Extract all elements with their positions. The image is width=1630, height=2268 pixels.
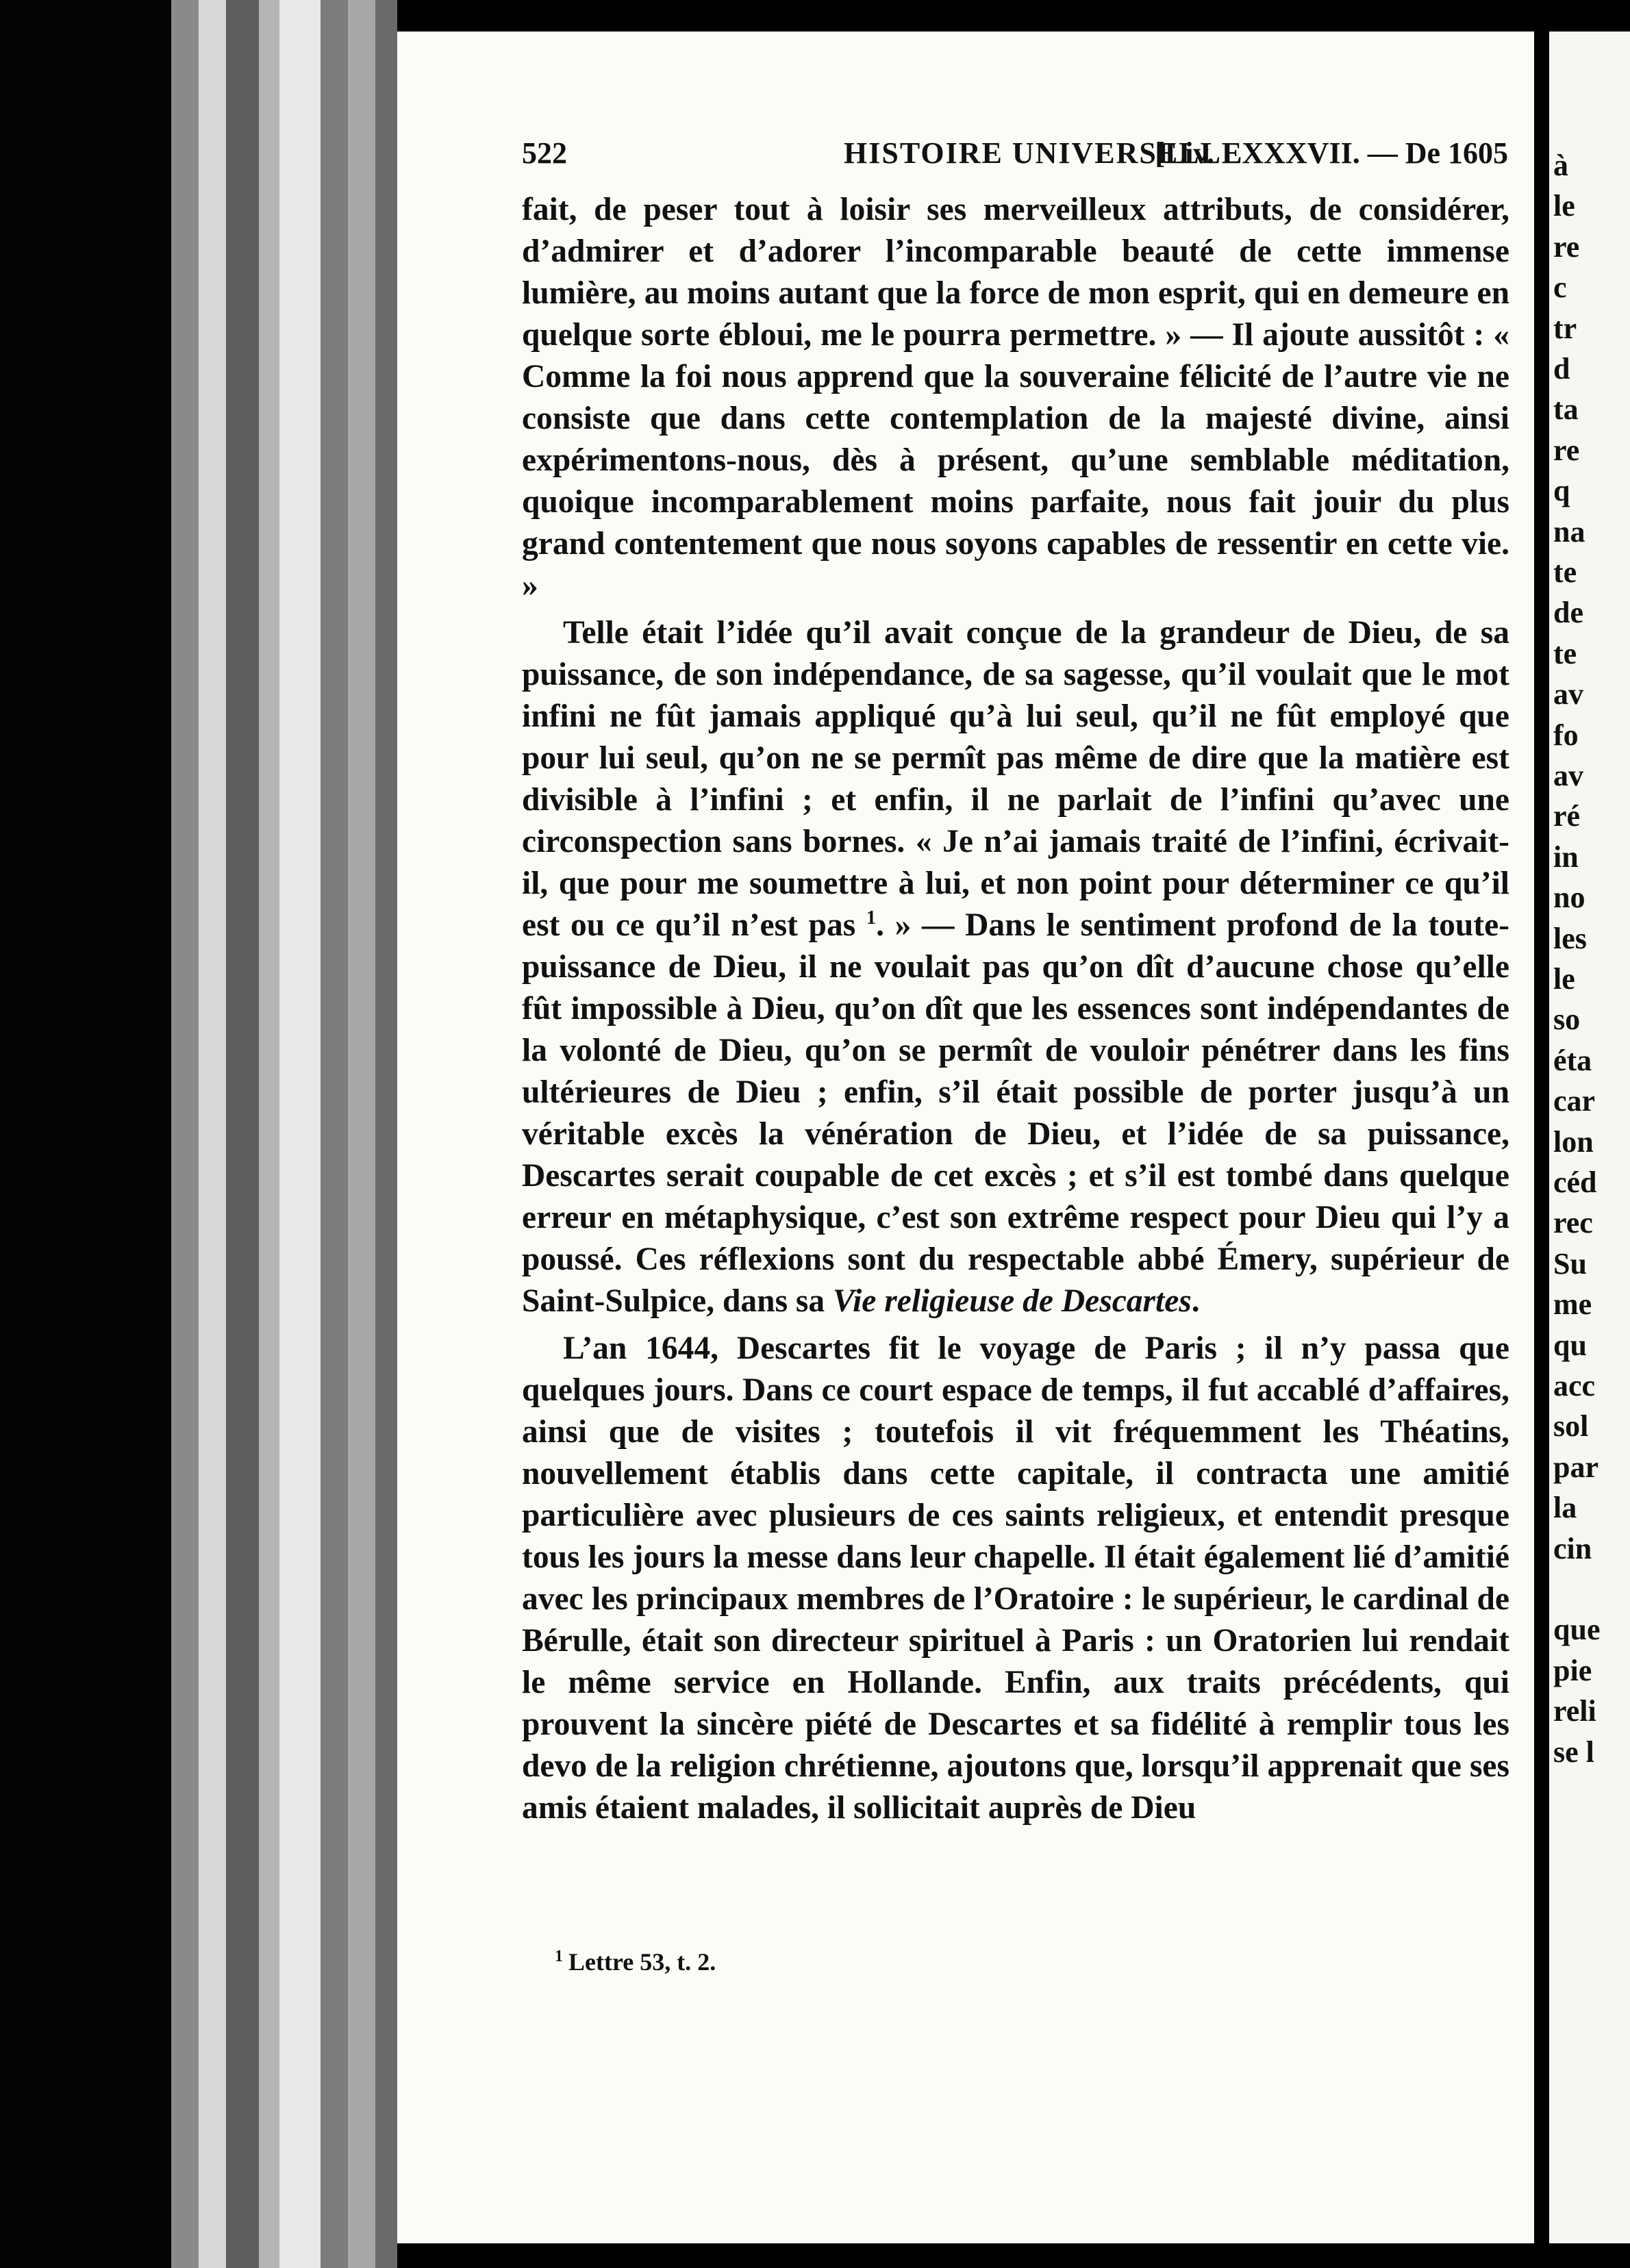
next-page-fragment: par: [1553, 1450, 1598, 1484]
next-page-fragment: à: [1553, 149, 1568, 182]
next-page-fragment: le: [1553, 189, 1575, 223]
next-page-fragment: so: [1553, 1003, 1581, 1037]
next-page-fragment: ré: [1553, 799, 1581, 833]
text-segment: fait, de peser tout à loisir ses merveilleux attributs, de considérer, d’admirer et d’adorer l’incomparable beauté de cette immense lumière, au moins autant que la force de mon esprit, qui en demeure en quelque sorte ébloui, me le pourra permettre. » — Il ajoute aussitôt : « Comme la foi nous apprend que la souveraine félicité de l’autre vie ne consiste que dans cette contemplation de la majesté divine, ainsi expérimentons-nous, dès à présent, qu’une semblable méditation, quoique incomparablement moins parfaite, nous fait jouir du plus grand contentement que nous soyons capables de ressentir en cette vie. »: [522, 192, 1509, 603]
next-page-fragment: me: [1553, 1287, 1592, 1322]
next-page-fragment: in: [1553, 840, 1579, 874]
next-page-fragment: re: [1553, 433, 1580, 467]
footnote-ref: 1: [866, 907, 877, 929]
page-number: 522: [522, 136, 567, 170]
next-page-fragment: ta: [1553, 392, 1579, 427]
text-segment: Vie religieuse de Descartes: [833, 1283, 1192, 1319]
next-page-fragment: av: [1553, 759, 1583, 792]
next-page-edge: [1549, 32, 1630, 2243]
next-page-fragment: q: [1553, 474, 1570, 508]
next-page-fragment: fo: [1553, 718, 1579, 752]
paragraph: [522, 189, 1509, 607]
text-segment: Telle était l’idée qu’il avait conçue de la grandeur de Dieu, de sa puissance, de son indépendance, de sa sagesse, qu’il voulait que le mot infini ne fût jamais appliqué qu’à lui seul, qu’il ne fût employé que pour lui seul, qu’on ne se permît pas même de dire que la matière est divisible à l’infini ; et enfin, il ne parlait de l’infini qu’avec une circonspection sans bornes. « Je n’ai jamais traité de l’infini, écrivait-il, que pour me soumettre à lui, et non point pour déterminer ce qu’il est ou ce qu’il n’est pas: [522, 615, 1509, 943]
footnote-text: Lettre 53, t. 2.: [568, 1948, 716, 1976]
next-page-fragment: d: [1553, 352, 1570, 386]
running-head: [522, 136, 1508, 184]
next-page-fragment: pie: [1553, 1653, 1592, 1687]
next-page-fragment: céd: [1553, 1166, 1597, 1199]
next-page-fragment: le: [1553, 962, 1575, 996]
next-page-fragment: cin: [1553, 1531, 1592, 1565]
next-page-fragment: te: [1553, 636, 1577, 670]
next-page-fragment: av: [1553, 677, 1583, 711]
next-page-fragment: te: [1553, 555, 1577, 589]
next-page-fragment: tr: [1553, 311, 1577, 345]
next-page-fragment: se l: [1553, 1735, 1594, 1769]
next-page-fragment: qu: [1553, 1328, 1587, 1362]
book-page: [397, 32, 1534, 2243]
next-page-fragment: rec: [1553, 1206, 1593, 1240]
next-page-fragment: que: [1553, 1613, 1601, 1647]
running-section: [Liv. LXXXVII. — De 1605: [1155, 136, 1508, 170]
next-page-fragment: de: [1553, 596, 1583, 630]
next-page-fragment: car: [1553, 1084, 1596, 1118]
text-segment: .: [1191, 1283, 1200, 1319]
next-page-fragment: Su: [1553, 1246, 1587, 1281]
text-segment: L’an 1644, Descartes fit le voyage de Paris ; il n’y passa que quelques jours. Dans ce court espace de temps, il fut accablé d’affaires, ainsi que de visites ; toutefois il vit fréquemment les Théatins, nouvellement établis dans cette capitale, il contracta une amitié particulière avec plusieurs de ces saints religieux, et entendit presque tous les jours la messe dans leur chapelle. Il était également lié d’amitié avec les principaux membres de l’Oratoire : le supérieur, le cardinal de Bérulle, était son directeur spirituel à Paris : un Oratorien lui rendait le même service en Hollande. Enfin, aux traits précédents, qui prouvent la sincère piété de Descartes et sa fidélité à remplir tous les devo de la religion chrétienne, ajoutons que, lorsqu’il apprenait que ses amis étaient malades, il sollicitait auprès de Dieu: [522, 1331, 1509, 1826]
next-page-fragment: les: [1553, 921, 1587, 955]
next-page-fragment: no: [1553, 881, 1585, 915]
next-page-fragment: c: [1553, 270, 1567, 305]
paragraph: [522, 612, 1509, 1322]
paragraph: [522, 1328, 1509, 1829]
next-page-fragment: re: [1553, 229, 1580, 264]
next-page-fragment: sol: [1553, 1409, 1589, 1444]
body-text: [522, 189, 1509, 1829]
footnote: [555, 1948, 716, 1976]
running-title: HISTOIRE UNIVERSELLE: [844, 136, 1244, 170]
next-page-fragment: acc: [1553, 1369, 1596, 1402]
text-segment: . » — Dans le sentiment profond de la toute-puissance de Dieu, il ne voulait pas qu’on dît d’aucune chose qu’elle fût impossible à Dieu, qu’on dît que les essences sont indépendantes de la volonté de Dieu, qu’on se permît de vouloir pénétrer dans les fins ultérieures de Dieu ; enfin, s’il était possible de porter jusqu’à un véritable excès la vénération de Dieu, et l’idée de sa puissance, Descartes serait coupable de cet excès ; et s’il est tombé dans quelque erreur en métaphysique, c’est son extrême respect pour Dieu qui l’y a poussé. Ces réflexions sont du respectable abbé Émery, supérieur de Saint-Sulpice, dans sa: [522, 907, 1509, 1319]
next-page-fragment: na: [1553, 514, 1585, 549]
next-page-fragment: éta: [1553, 1043, 1592, 1077]
book-edge: [0, 0, 397, 2268]
next-page-fragment: lon: [1553, 1124, 1594, 1159]
next-page-fragment: la: [1553, 1491, 1577, 1525]
next-page-fragment: reli: [1553, 1694, 1596, 1728]
footnote-mark: 1: [555, 1948, 563, 1965]
